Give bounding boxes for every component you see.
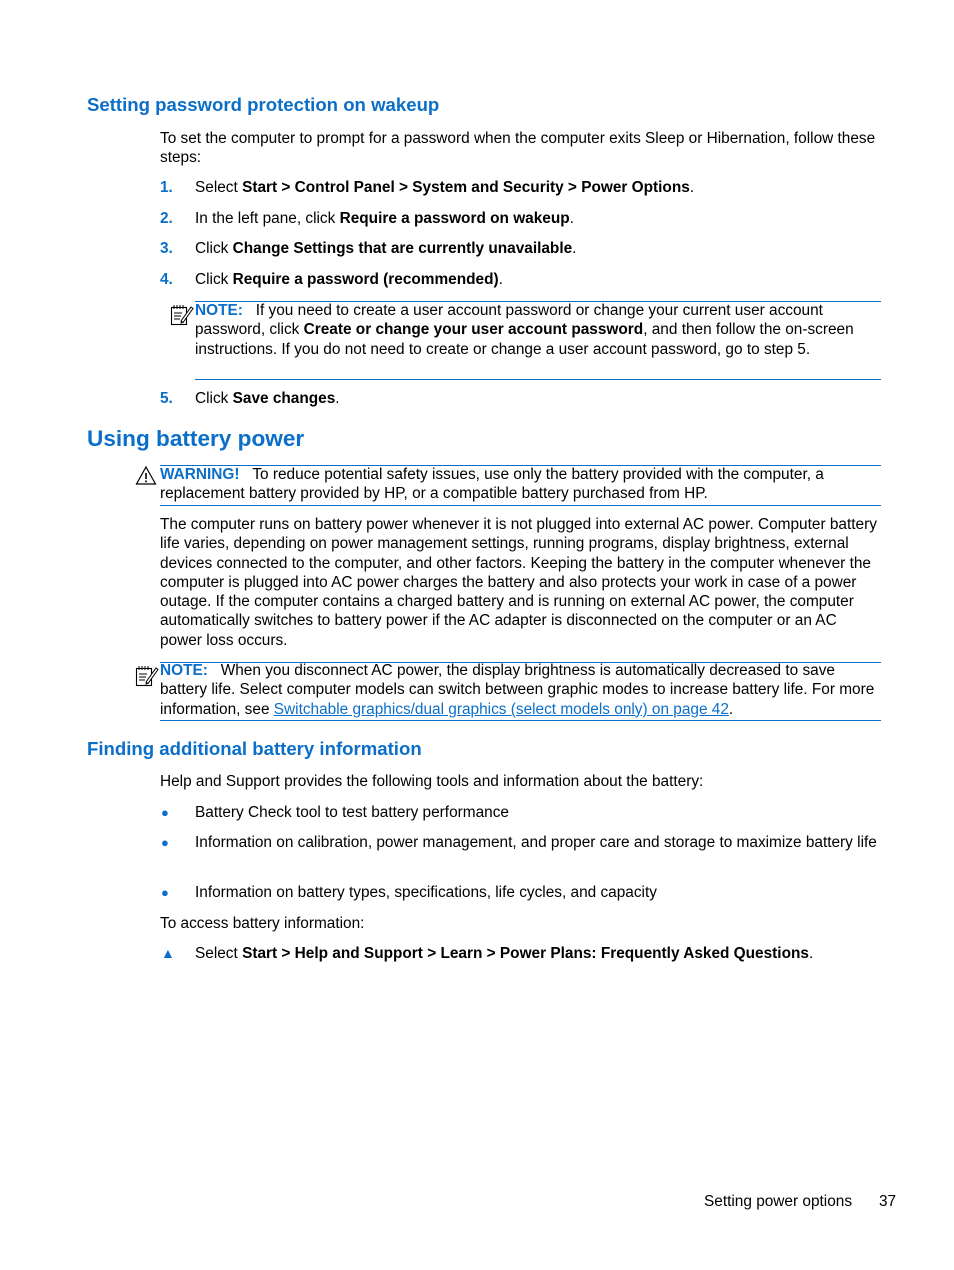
step-text-end: . [808,945,814,962]
note-bottom-rule [195,379,881,380]
section-heading-password-wakeup: Setting password protection on wakeup [87,94,440,115]
step-text-end: . [689,179,695,196]
bullet-icon: ● [161,885,169,900]
step-number: 3. [160,240,173,257]
warning-bottom-rule [160,505,881,506]
ui-label: Require a password on wakeup [339,210,570,227]
warning-label: WARNING! [160,466,240,483]
note-text-end: . [728,700,734,718]
ui-label: Save changes [232,390,336,407]
step-number: 4. [160,271,173,288]
section-heading-battery-power: Using battery power [87,426,305,451]
bullet-text: Battery Check tool to test battery performance [195,804,509,821]
section-heading-battery-info: Finding additional battery information [87,738,422,759]
step-text: Select [195,179,243,196]
bullet-text: Information on battery types, specifications, life cycles, and capacity [195,884,657,901]
note-text-end: , and then follow the on-screen instructions. If you do not need to create or change a user account password, go to step 5. [195,321,854,358]
ui-label: Require a password (recommended) [232,271,499,288]
step-text: Click [195,240,233,257]
step-text: Click [195,271,233,288]
bullet-icon: ● [161,805,169,820]
step-text: In the left pane, click [195,210,340,227]
note-label: NOTE: [195,302,243,319]
step-text: Select [195,945,243,962]
bullet-text: Information on calibration, power management, and proper care and storage to maximize battery life [195,834,877,851]
note-text: When you disconnect AC power, the display brightness is automatically decreased to save battery life. Select computer models can switch between graphic modes to increase battery life. For more information, see [160,662,875,718]
paragraph-battery-body: The computer runs on battery power whenever it is not plugged into external AC power. Computer battery life varies, depending on power management settings, running programs, display brightness, external devices connected to the computer, and other factors. Keeping the battery in the computer whenever the computer is plugged into AC power charges the battery and also protects your work in case of a power outage. If the computer contains a charged battery and is running on external AC power, the computer automatically switches to battery power if the AC adapter is disconnected on the computer or an AC power loss occurs. [160,516,877,649]
step-number: 5. [160,390,173,407]
note-text: If you need to create a user account password or change your current user account password, click [195,302,823,339]
menu-path: Start > Help and Support > Learn > Power Plans: Frequently Asked Questions [242,945,809,962]
ui-label: Change Settings that are currently unavailable [232,240,573,257]
bullet-icon: ● [161,835,169,850]
paragraph-help-intro: Help and Support provides the following tools and information about the battery: [160,773,704,790]
step-text-end: . [569,210,574,227]
step-number: 1. [160,179,173,196]
warning-icon [135,465,157,486]
note-bottom-rule [160,720,881,721]
step-number: 2. [160,210,173,227]
step-text-end: . [572,240,577,257]
menu-path: Start > Control Panel > System and Security > Power Options [242,179,690,196]
ui-label: Create or change your user account password [303,321,644,339]
footer-section-title: Setting power options [704,1193,853,1210]
switchable-graphics-link[interactable]: Switchable graphics/dual graphics (select models only) on page 42 [273,700,729,718]
paragraph-intro: To set the computer to prompt for a password when the computer exits Sleep or Hibernation, follow these steps: [160,130,876,167]
warning-text: To reduce potential safety issues, use only the battery provided with the computer, a replacement battery provided by HP, or a compatible battery purchased from HP. [160,466,824,503]
step-text: Click [195,390,233,407]
note-icon [134,663,160,687]
step-text-end: . [335,390,340,407]
note-label: NOTE: [160,662,208,679]
note-icon [169,302,195,326]
page-number: 37 [879,1193,897,1210]
paragraph-access: To access battery information: [160,915,365,932]
triangle-icon: ▲ [161,945,175,961]
step-text-end: . [498,271,503,288]
